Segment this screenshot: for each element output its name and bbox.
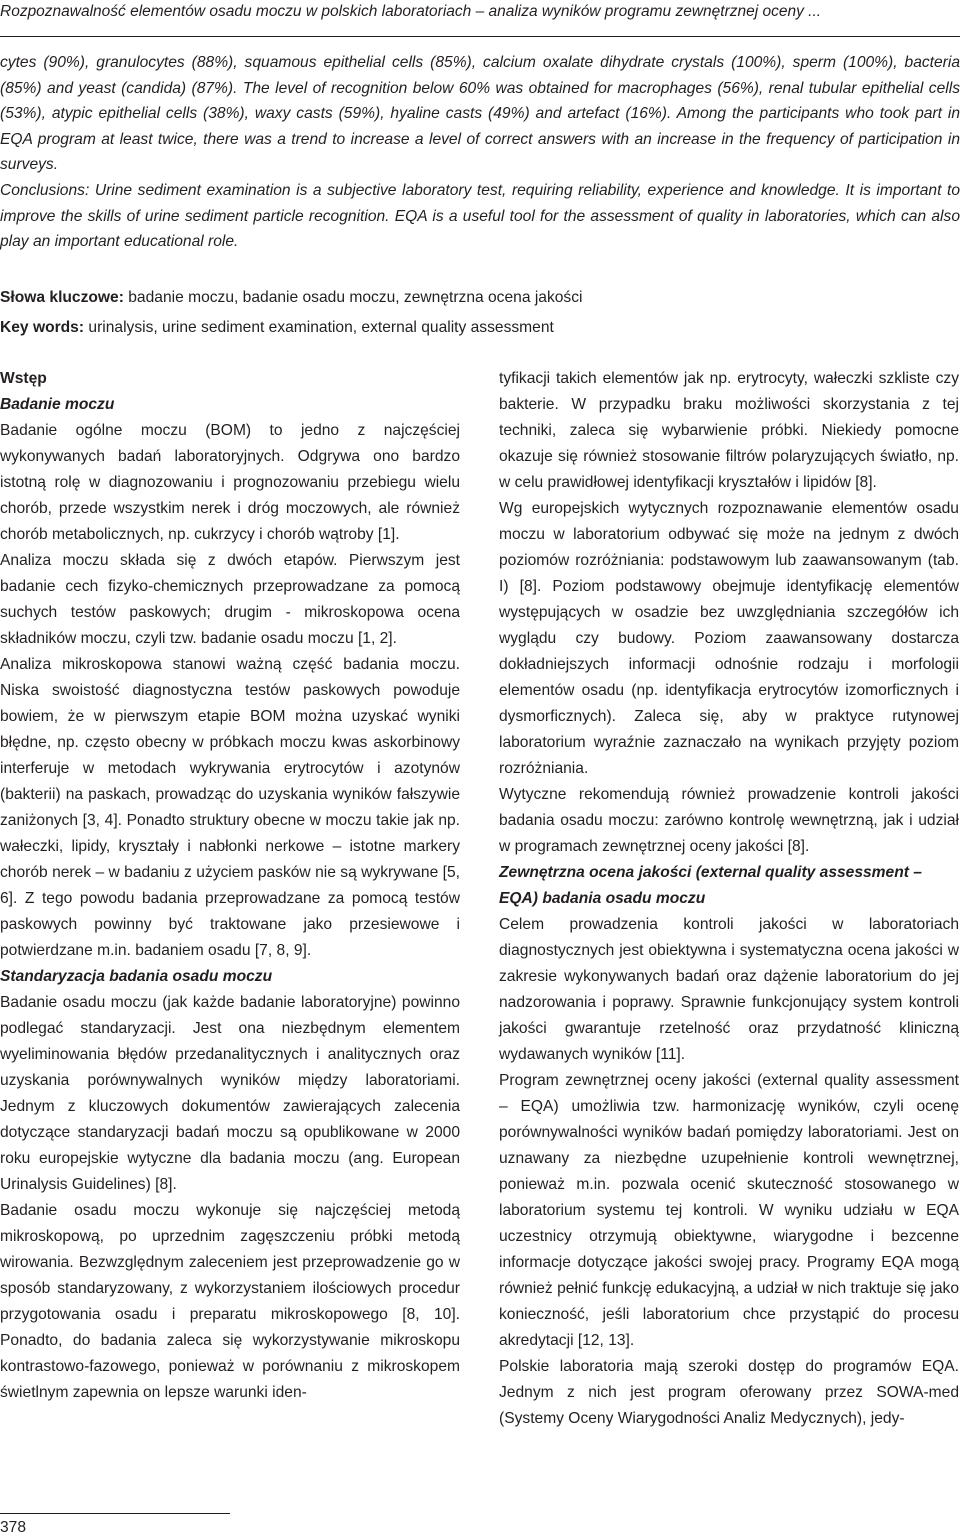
keywords-polish-label: Słowa kluczowe:	[0, 289, 124, 306]
abstract	[0, 50, 960, 255]
keywords-english-label: Key words:	[0, 319, 85, 336]
running-head: Rozpoznawalność elementów osadu moczu w polskich laboratoriach – analiza wyników programu zewnętrznej oceny ...	[0, 3, 822, 20]
body-paragraph: Badanie osadu moczu wykonuje się najczęściej metodą mikroskopową, po uprzednim zagęszczeniu próbki metodą wirowania. Bezwzględnym zaleceniem jest przeprowadzenie go w sposób standaryzowany, z wykorzystaniem ilościowych procedur przygotowania osadu i preparatu mikroskopowego [8, 10]. Ponadto, do badania zaleca się wykorzystywanie mikroskopu kontrastowo-fazowego, ponieważ w porównaniu z mikroskopem świetlnym zapewnia on lepsze warunki iden-	[0, 1202, 460, 1401]
body-paragraph: Program zewnętrznej oceny jakości (external quality assessment – EQA) umożliwia tzw. harmonizację wyników, czyli ocenę porównywalności wyników badań pomiędzy laboratoriami. Jest on uznawany za niezbędne uzupełnienie kontroli wewnętrznej, ponieważ m.in. pozwala ocenić skuteczność stosowanego w laboratorium systemu tej kontroli. W wyniku udziału w EQA uczestnicy otrzymują obiektywne, wiarygodne i bezcenne informacje dotyczące jakości swojej pracy. Programy EQA mogą również pełnić funkcję edukacyjną, a udział w nich traktuje się jako konieczność, jeśli laboratorium chce przystąpić do procesu akredytacji [12, 13].	[499, 1072, 959, 1349]
keywords-polish	[0, 287, 960, 309]
body-paragraph: Badanie osadu moczu (jak każde badanie laboratoryjne) powinno podlegać standaryzacji. Jest ona niezbędnym elementem wyeliminowania błędów przedanalitycznych i analitycznych oraz uzyskania porównywalnych wyników między laboratoriami. Jednym z kluczowych dokumentów zawierających zalecenia dotyczące standaryzacji badań moczu są opublikowane w 2000 roku europejskie wytyczne dla badania moczu (ang. European Urinalysis Guidelines) [8].	[0, 994, 460, 1193]
abstract-results-paragraph: cytes (90%), granulocytes (88%), squamous epithelial cells (85%), calcium oxalate dihydrate crystals (100%), sperm (100%), bacteria (85%) and yeast (candida) (87%). The level of recognition below 60% was obtained for macrophages (56%), renal tubular epithelial cells (53%), atypic epithelial cells (38%), waxy casts (59%), hyaline casts (49%) and artefact (16%). Among the participants who took part in EQA program at least twice, there was a trend to increase a level of correct answers with an increase in the frequency of participation in surveys.	[0, 54, 960, 174]
page-number: 378	[0, 1519, 27, 1536]
body-paragraph: Celem prowadzenia kontroli jakości w laboratoriach diagnostycznych jest obiektywna i systematyczna ocena jakości w zakresie wykonywanych badań oraz dążenie laboratorium do jej nadzorowania i poprawy. Sprawnie funkcjonujący system kontroli jakości gwarantuje rzetelność oraz przydatność kliniczną wydawanych wyników [11].	[499, 916, 959, 1063]
body-paragraph: Analiza moczu składa się z dwóch etapów. Pierwszym jest badanie cech fizyko-chemicznych przeprowadzane za pomocą suchych testów paskowych; drugim - mikroskopowa ocena składników moczu, czyli tzw. badanie osadu moczu [1, 2].	[0, 552, 460, 647]
keywords-english	[0, 317, 960, 339]
subsection-heading: Badanie moczu	[0, 396, 115, 413]
subsection-heading: Zewnętrzna ocena jakości (external quality assessment – EQA) badania osadu moczu	[499, 864, 922, 907]
left-column	[0, 366, 460, 1406]
body-paragraph: Badanie ogólne moczu (BOM) to jedno z najczęściej wykonywanych badań laboratoryjnych. Odgrywa ono bardzo istotną rolę w diagnozowaniu i prognozowaniu przebiegu wielu chorób, przede wszystkim nerek i dróg moczowych, ale również chorób metabolicznych, np. cukrzycy i chorób wątroby [1].	[0, 422, 460, 543]
body-paragraph: Wytyczne rekomendują również prowadzenie kontroli jakości badania osadu moczu: zarówno kontrolę wewnętrzną, jak i udział w programach zewnętrznej oceny jakości [8].	[499, 786, 959, 855]
body-paragraph: Wg europejskich wytycznych rozpoznawanie elementów osadu moczu w laboratorium odbywać się może na jednym z dwóch poziomów rozróżniania: podstawowym lub zaawansowanym (tab. I) [8]. Poziom podstawowy obejmuje identyfikację elementów występujących w osadzie bez uwzględniania szczegółów ich wyglądu czy budowy. Poziom zaawansowany dostarcza dokładniejszych informacji odnośnie rodzaju i morfologii elementów osadu (np. identyfikacja erytrocytów izomorficznych i dysmorficznych). Zaleca się, aby w praktyce rutynowej laboratorium wyraźnie zaznaczało na wynikach przyjęty poziom rozróżniania.	[499, 500, 959, 777]
keywords-polish-text: badanie moczu, badanie osadu moczu, zewnętrzna ocena jakości	[123, 289, 583, 306]
right-column	[499, 366, 959, 1432]
body-paragraph: Polskie laboratoria mają szeroki dostęp do programów EQA. Jednym z nich jest program oferowany przez SOWA-med (Systemy Oceny Wiarygodności Analiz Medycznych), jedy-	[499, 1358, 959, 1427]
footer-rule	[0, 1513, 230, 1514]
body-paragraph: Analiza mikroskopowa stanowi ważną część badania moczu. Niska swoistość diagnostyczna testów paskowych powoduje bowiem, że w pierwszym etapie BOM można uzyskać wyniki błędne, np. często obecny w próbkach moczu kwas askorbinowy interferuje w metodach wykrywania erytrocytów i azotynów (bakterii) na paskach, prowadząc do uzyskania wyników fałszywie zaniżonych [3, 4]. Ponadto struktury obecne w moczu takie jak np. wałeczki, lipidy, kryształy i nabłonki nerkowe – istotne markery chorób nerek – w badaniu z użyciem pasków nie są wykrywane [5, 6]. Z tego powodu badania przeprowadzane za pomocą testów paskowych powinny być traktowane jako przesiewowe i potwierdzane m.in. badaniem osadu [7, 8, 9].	[0, 656, 460, 959]
abstract-conclusions-paragraph: Conclusions: Urine sediment examination is a subjective laboratory test, requiring reliability, experience and knowledge. It is important to improve the skills of urine sediment particle recognition. EQA is a useful tool for the assessment of quality in laboratories, which can also play an important educational role.	[0, 181, 960, 251]
header-rule	[0, 36, 960, 37]
keywords-english-text: urinalysis, urine sediment examination, external quality assessment	[84, 319, 554, 336]
body-paragraph: tyfikacji takich elementów jak np. erytrocyty, wałeczki szkliste czy bakterie. W przypadku braku możliwości skorzystania z tej techniki, zaleca się wybarwienie próbki. Niekiedy pomocne okazuje się również stosowanie filtrów polaryzujących światło, np. w celu prawidłowej identyfikacji kryształów i lipidów [8].	[499, 370, 959, 491]
section-heading: Wstęp	[0, 370, 47, 387]
subsection-heading: Standaryzacja badania osadu moczu	[0, 968, 273, 985]
